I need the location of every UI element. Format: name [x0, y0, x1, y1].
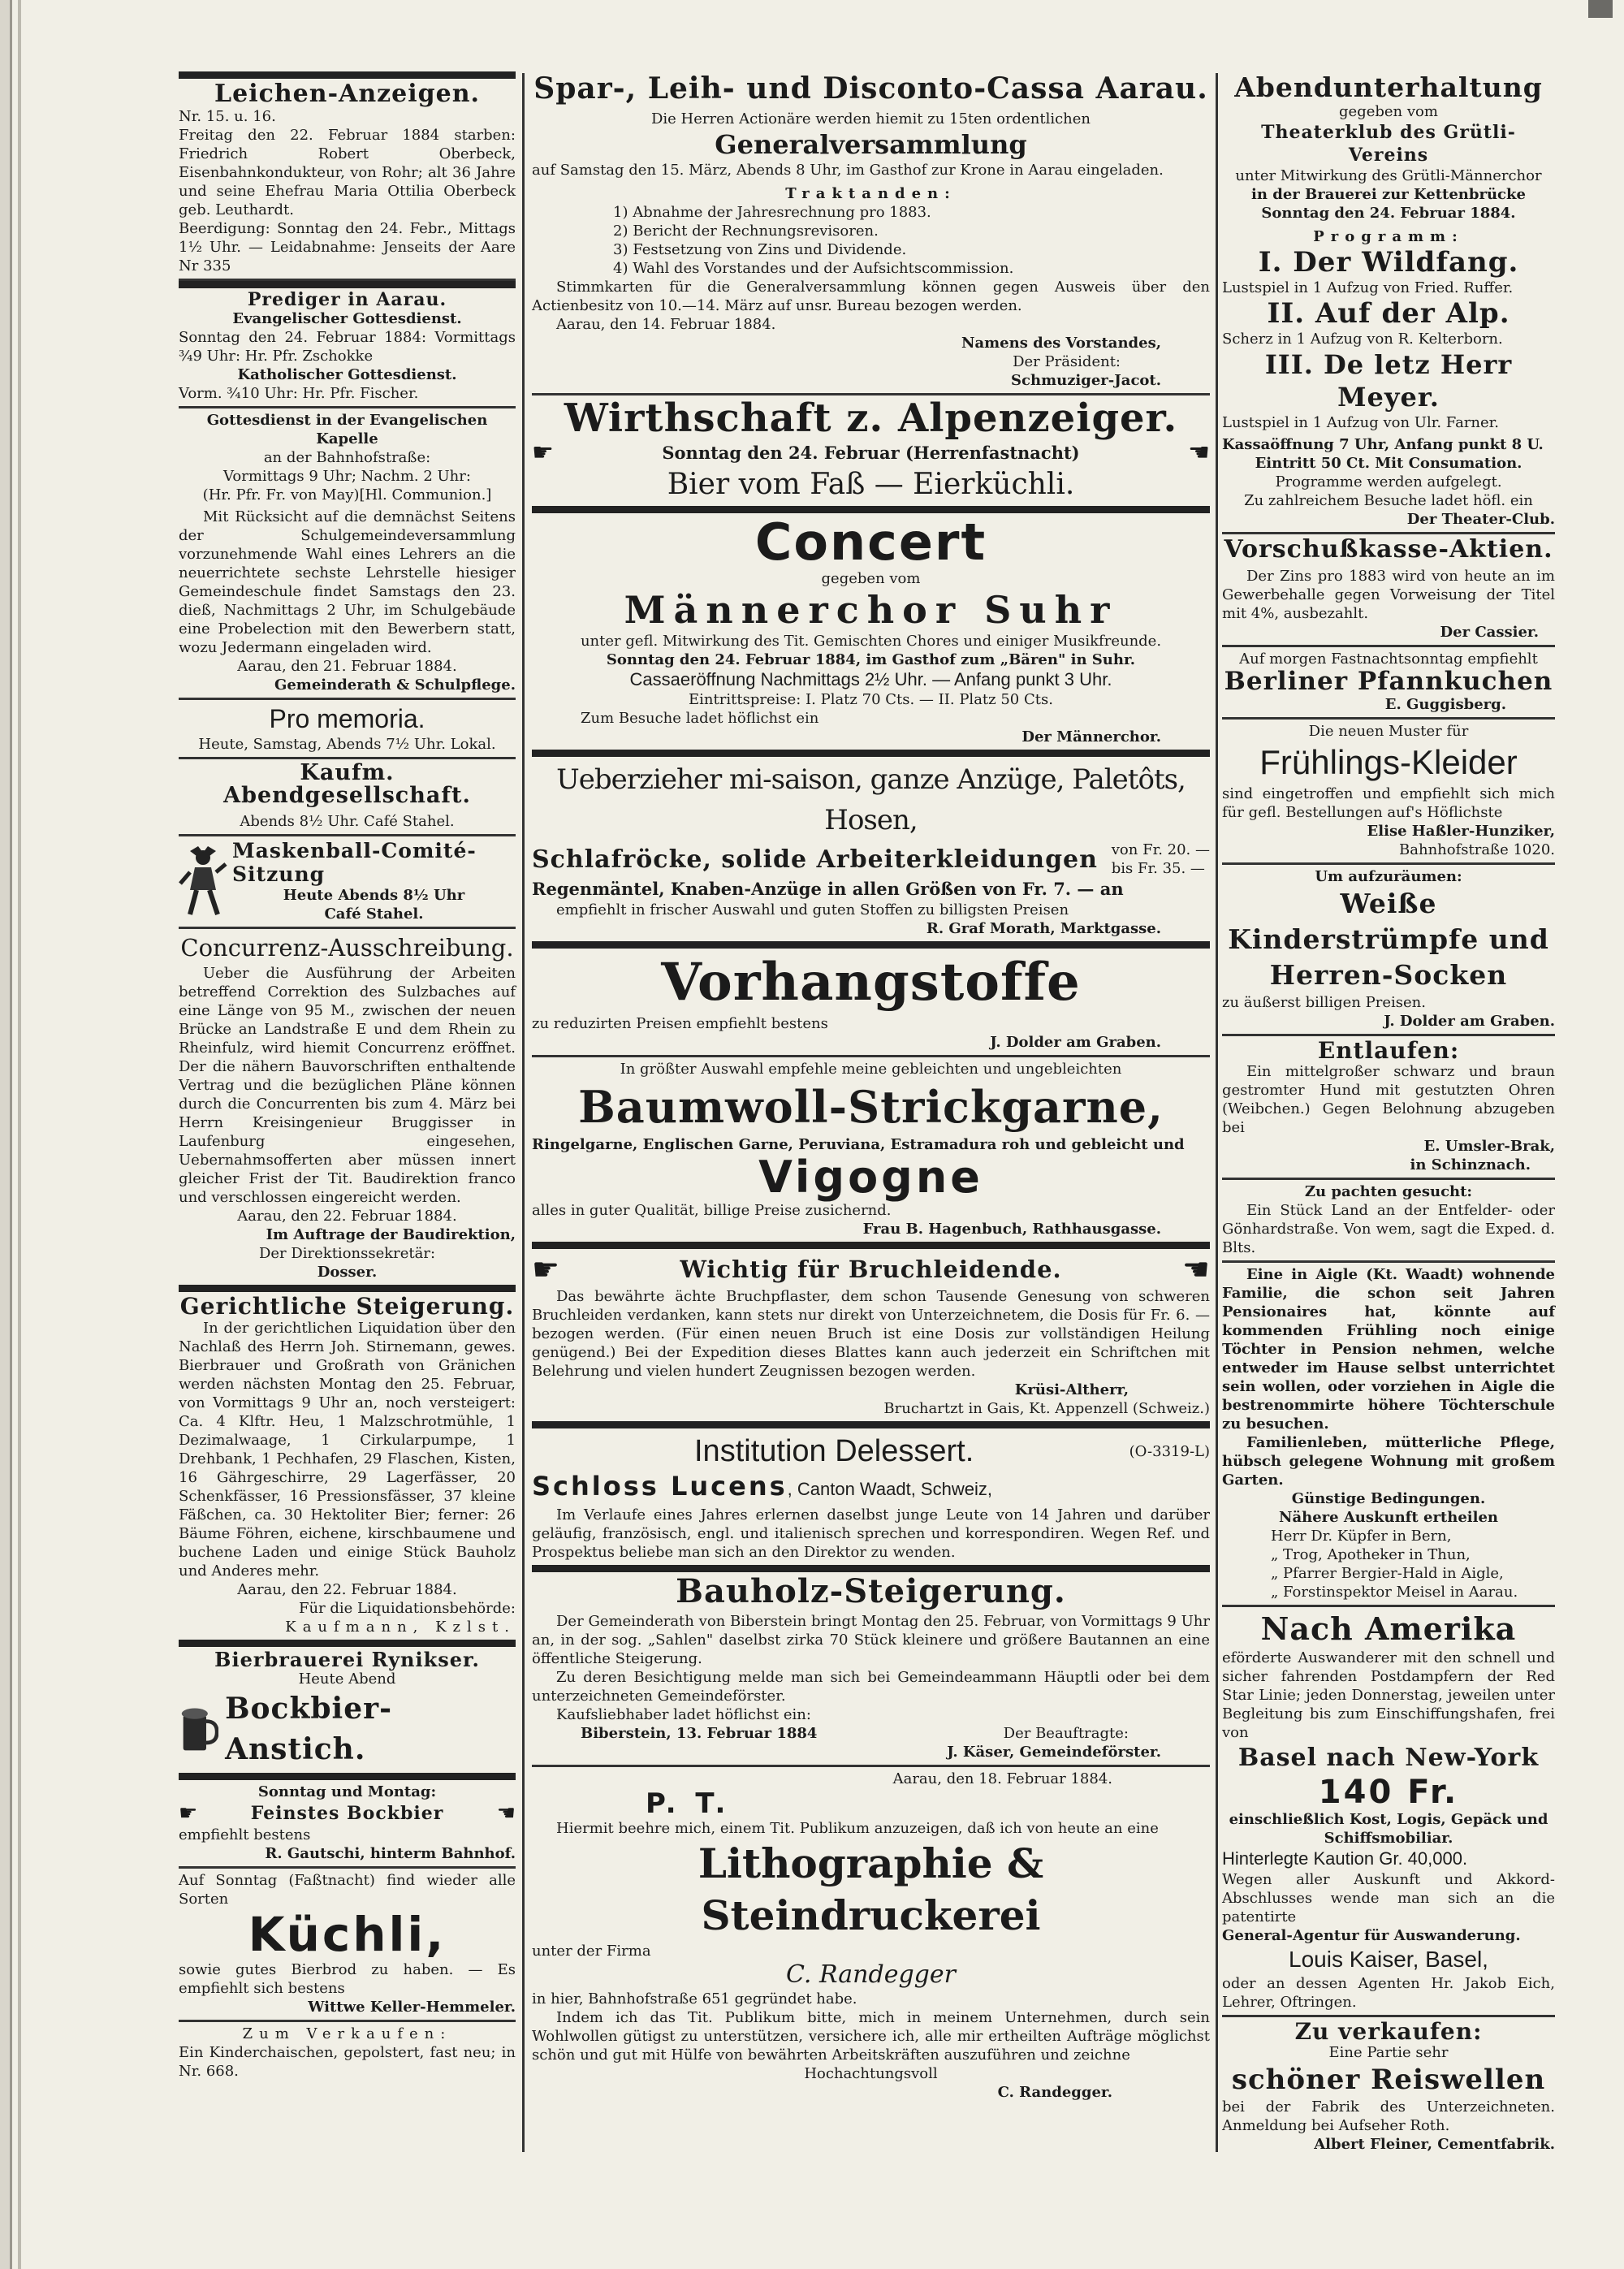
litho-hoch: Hochachtungsvoll [804, 2065, 938, 2083]
morath-line1: Ueberzieher mi-saison, ganze Anzüge, Paletôts, Hosen, [556, 763, 1186, 837]
gericht-fuer: Für die Liquidationsbehörde: [298, 1599, 516, 1617]
page-binding-shadow [18, 0, 21, 2269]
inst-text: Im Verlaufe eines Jahres erlernen daselbst junge Leute von 14 Jahren und darüber geläufig, französisch, engl. und italienisch sprechen und korrespondiren. Wegen Ref. und Prospektus beliebe man sich an den Direktor zu wenden. [532, 1506, 1210, 1562]
sonntag-bock: Feinstes Bockbier [250, 1802, 444, 1824]
amerika-text2: Wegen aller Auskunft und Akkord-Abschlusses wende man sich an die patentirte [1222, 1871, 1555, 1926]
baumwoll-text2: alles in guter Qualität, billige Preise zusichernd. [532, 1202, 892, 1220]
kapelle-sig: Gemeinderath & Schulpflege. [274, 676, 516, 694]
bauholz-title: Bauholz-Steigerung. [676, 1572, 1066, 1611]
litho-text: in hier, Bahnhofstraße 651 gegründet habe. [532, 1990, 857, 2008]
morath-price2: bis Fr. 35. — [1111, 860, 1205, 878]
abend-prog: Programm: [1313, 227, 1464, 245]
verk2-text: bei der Fabrik des Unterzeichneten. Anmeldung bei Aufseher Roth. [1222, 2098, 1555, 2135]
ad-prediger [179, 281, 516, 408]
baumwoll-intro: In größter Auswahl empfehle meine gebleichten und ungebleichten [620, 1061, 1122, 1078]
verk2-sig: Albert Fleiner, Cementfabrik. [1314, 2136, 1555, 2154]
kuechli-big: Küchli, [248, 1906, 447, 1962]
spar-title: Spar-, Leih- und Disconto-Cassa Aarau. [533, 71, 1208, 106]
aigle-ref: Herr Dr. Küpfer in Bern, [1271, 1528, 1452, 1545]
vorhang-text: zu reduzirten Preisen empfiehlt bestens [532, 1015, 828, 1033]
sonntag-title: Sonntag und Montag: [257, 1783, 437, 1800]
amerika-title: Nach Amerika [1260, 1610, 1517, 1648]
ad-verk2 [1222, 2017, 1555, 2157]
gericht-sig: Kaufmann, Kzlst. [285, 1618, 516, 1636]
fruehling-sig: Elise Haßler-Hunziker, [1367, 822, 1555, 840]
prediger-title: Prediger in Aarau. [247, 288, 447, 310]
sonntag-emp: empfiehlt bestens [179, 1826, 311, 1843]
concert-sig: Der Männerchor. [1021, 728, 1161, 746]
spar-auf: auf Samstag den 15. März, Abends 8 Uhr, im Gasthof zur Krone in Aarau eingeladen. [532, 161, 1164, 179]
kapelle-date: Aarau, den 21. Februar 1884. [237, 657, 457, 675]
baumwoll-title: Baumwoll-Strickgarne, [578, 1081, 1164, 1134]
litho-firma: unter der Firma [532, 1943, 651, 1960]
entlaufen-sig: E. Umsler-Brak, [1423, 1138, 1555, 1156]
verkaufen-title: Zum Verkaufen: [242, 2025, 452, 2042]
spar-item: 1) Abnahme der Jahresrechnung pro 1883. [613, 203, 931, 221]
morath-line3: Regenmäntel, Knaben-Anzüge in allen Größen von Fr. 7. — an [532, 879, 1124, 900]
ad-gericht [179, 1292, 516, 1646]
vorhang-title: Vorhangstoffe [661, 952, 1081, 1013]
strumpf-sig: J. Dolder am Graben. [1384, 1012, 1555, 1030]
concurrenz-text: Ueber die Ausführung der Arbeiten betreffend Correktion des Sulzbaches auf eine Länge von 95 M., zwischen der neuen Brücke an Landstraße E und dem Rhein zu Rheinfulz, wird hiemit Concurrenz eröffnet. Der die nähern Bauvorschriften enthaltende Vertrag und die bezüglichen Pläne können durch die Concurrenten bis zum 4. März bei Herrn Kreisingenieur Bruggisser in Laufenburg eingesehen, Uebernahmsofferten aber müssen innert gleicher Frist der Tit. Baudirektion franco und verschlossen eingereicht werden. [179, 965, 516, 1207]
litho-name: C. Randegger [786, 1960, 956, 1990]
gericht-date: Aarau, den 22. Februar 1884. [237, 1580, 457, 1598]
abend-zahl: Zu zahlreichem Besuche ladet höfl. ein [1244, 491, 1533, 509]
bauholz-text: Der Gemeinderath von Biberstein bringt Montag den 25. Februar, von Vormittags 9 Uhr an, in der sog. „Sahlen" daselbst zirka 70 Stück kleinere und größere Bautannen an eine öffentliche Steigerung. [532, 1613, 1210, 1668]
litho-date: Aarau, den 18. Februar 1884. [892, 1770, 1112, 1788]
column-rule-left [522, 73, 525, 2152]
morath-sig: R. Graf Morath, Marktgasse. [926, 920, 1161, 938]
ad-vorschuss [1222, 534, 1555, 648]
pointing-hand-right-icon: ☛ [179, 1800, 198, 1826]
ad-concurrenz [179, 929, 516, 1292]
ad-masken [179, 836, 516, 929]
bauholz-text2: Zu deren Besichtigung melde man sich bei Gemeindeammann Häuptli oder bei dem unterzeichneten Gemeindeförster. [532, 1669, 1210, 1705]
masken-line2: Café Stahel. [324, 905, 424, 923]
ad-bauholz [532, 1572, 1210, 1767]
baumwoll-vig: Vigogne [758, 1152, 983, 1204]
ad-fruehling [1222, 720, 1555, 865]
wirth-sonntag: Sonntag den 24. Februar (Herrenfastnacht) [662, 443, 1080, 464]
vorschuss-title: Vorschußkasse-Aktien. [1224, 534, 1553, 564]
pfann-sig: E. Guggisberg. [1384, 695, 1506, 713]
kaufm-text: Abends 8½ Uhr. Café Stahel. [240, 813, 455, 831]
aigle-ref: „ Forstinspektor Meisel in Aarau. [1271, 1584, 1518, 1601]
ad-bier [179, 1647, 516, 1780]
ad-pfann [1222, 647, 1555, 720]
vorhang-sig: J. Dolder am Graben. [990, 1034, 1161, 1052]
ad-baumwoll [532, 1057, 1210, 1249]
fruehling-intro: Die neuen Muster für [1308, 722, 1469, 740]
spar-stimm: Stimmkarten für die Generalversammlung können gegen Ausweis über den Actienbesitz von 10.—14. März auf unsr. Bureau bezogen werden. [532, 278, 1210, 314]
ad-verkaufen [179, 2022, 516, 2084]
corner-mark [1588, 0, 1613, 18]
prediger-kath-text: Vorm. ¾10 Uhr: Hr. Pfr. Fischer. [179, 384, 419, 402]
baumwoll-text: Ringelgarne, Englischen Garne, Peruviana, Estramadura roh und gebleicht und [532, 1136, 1185, 1154]
litho-sig: C. Randegger. [997, 2084, 1112, 2102]
bier-heute: Heute Abend [298, 1670, 396, 1688]
spar-items [532, 203, 1210, 278]
ad-leichen [179, 71, 516, 281]
litho-pt: P. T. [646, 1787, 731, 1821]
concurrenz-title: Concurrenz-Ausschreibung. [180, 934, 514, 962]
litho-text2: Indem ich das Tit. Publikum bitte, mich in meinem Unternehmen, durch sein Wohlwollen gütigst zu unterstützen, versichere ich, alle mir ertheilten Aufträge möglichst schön und gut mit Hülfe von bewährten Arbeitskräften auszuführen und zeichne [532, 2009, 1210, 2064]
page-binding-edge [0, 0, 12, 2269]
abend-progr: Programme werden aufgelegt. [1275, 473, 1502, 491]
fruehling-title: Frühlings-Kleider [1259, 742, 1518, 781]
abend-club: Theaterklub des Grütli-Vereins [1261, 121, 1516, 166]
pointing-hand-right-icon: ☛ [532, 1251, 560, 1288]
ad-entlaufen [1222, 1036, 1555, 1180]
amerika-incl: einschließlich Kost, Logis, Gepäck und Schiffsmobiliar. [1229, 1811, 1548, 1848]
pointing-hand-left-icon: ☚ [1181, 1251, 1210, 1288]
entlaufen-ort: in Schinznach. [1410, 1156, 1531, 1174]
column-rule-right [1216, 73, 1218, 2152]
entlaufen-title: Entlaufen: [1317, 1036, 1460, 1064]
abend-eintritt: Eintritt 50 Ct. Mit Consumation. [1255, 454, 1522, 472]
ad-aigle [1222, 1263, 1555, 1607]
ad-inst [532, 1428, 1210, 1572]
spar-intro: Die Herren Actionäre werden hiemit zu 15ten ordentlichen [650, 110, 1091, 127]
ad-wirth [532, 395, 1210, 513]
bruch-text: Das bewährte ächte Bruchpflaster, dem schon Tausende Genesung von schweren Bruchleiden verdanken, kann stets nur direkt von Unterzeichnetem, die Dosis für Fr. 6. — bezogen werden. (Für einen neuen Bruch ist eine Dosis zur vollständigen Heilung genügend.) Bei der Expedition dieses Blattes kann auch jederzeit ein Schriftchen mit Belehrung und vielen hundert Zeugnissen bezogen werden. [532, 1288, 1210, 1381]
concert-sonntag: Sonntag den 24. Februar 1884, im Gasthof zum „Bären" in Suhr. [606, 651, 1136, 669]
harlequin-icon [179, 845, 227, 918]
verkaufen-text: Ein Kinderchaischen, gepolstert, fast neu; in Nr. 668. [179, 2043, 516, 2080]
spar-item: 2) Bericht der Rechnungsrevisoren. [613, 222, 879, 240]
memoria-title: Pro memoria. [269, 703, 425, 733]
ad-vorhang [532, 949, 1210, 1057]
morath-text: empfiehlt in frischer Auswahl und guten Stoffen zu billigsten Preisen [556, 901, 1069, 919]
entlaufen-text: Ein mittelgroßer schwarz und braun gestromter Hund mit gestutzten Ohren (Weibchen.) Gegen Belohnung abzugeben bei [1222, 1063, 1555, 1137]
amerika-text: eförderte Auswanderer mit den schnell und sicher fahrenden Postdampfern der Red Star Linie; jeden Donnerstag, jeweilen unter Begleitung bis zum Einschiffungshafen, frei von [1222, 1649, 1555, 1742]
bauholz-text3: Kaufsliebhaber ladet höflichst ein: [556, 1706, 811, 1724]
amerika-basel: Basel nach New-York [1237, 1744, 1540, 1773]
kapelle-text: Mit Rücksicht auf die demnächst Seitens der Schulgemeindeversammlung vorzunehmende Wahl eines Lehrers an die neuerrichtete sechste Lehrstelle hiesiger Gemeindeschule findet Samstags den 23. dieß, Nachmittags 2 Uhr, im Schulgebäude eine Probelection mit den Bewerbern statt, wozu Jedermann eingeladen wird. [179, 508, 516, 656]
inst-schloss: Schloss Lucens [532, 1471, 788, 1502]
ad-litho [532, 1767, 1210, 2105]
ad-bruch [532, 1249, 1210, 1428]
strumpf-text: zu äußerst billigen Preisen. [1222, 993, 1426, 1011]
aigle-refs [1222, 1527, 1555, 1601]
vorschuss-text: Der Zins pro 1883 wird von heute an im Gewerbehalle gegen Vorweisung der Titel mit 4%, ausbezahlt. [1222, 568, 1555, 623]
concurrenz-date: Aarau, den 22. Februar 1884. [237, 1208, 457, 1225]
prediger-ev: Evangelischer Gottesdienst. [232, 309, 462, 327]
sonntag-sig: R. Gautschi, hinterm Bahnhof. [265, 1844, 516, 1862]
memoria-text: Heute, Samstag, Abends 7½ Uhr. Lokal. [198, 735, 496, 753]
verk2-title: Zu verkaufen: [1294, 2018, 1483, 2046]
spar-sig: Schmuziger-Jacot. [1011, 371, 1161, 389]
bauholz-beauf: Der Beauftragte: [1003, 1725, 1129, 1743]
bier-bock: Bockbier-Anstich. [225, 1691, 393, 1766]
pointing-hand-left-icon: ☚ [1188, 439, 1210, 468]
ad-morath [532, 757, 1210, 949]
inst-code: (O-3319-L) [1129, 1442, 1210, 1460]
leichen-text: Freitag den 22. Februar 1884 starben: Friedrich Robert Oberbeck, Eisenbahnkondukteur, von Rohr; alt 36 Jahre und seine Ehefrau Maria Ottilia Oberbeck geb. Leuthardt. [179, 126, 516, 218]
spar-item: 3) Festsetzung von Zins und Dividende. [613, 240, 907, 258]
kuechli-intro: Auf Sonntag (Faßtnacht) find wieder alle Sorten [179, 1871, 516, 1908]
pointing-hand-right-icon: ☛ [532, 439, 554, 468]
right-column [1222, 71, 1555, 2157]
aigle-text2: Familienleben, mütterliche Pflege, hübsch gelegene Wohnung mit großem Garten. [1222, 1434, 1555, 1489]
leichen-title: Leichen-Anzeigen. [214, 80, 480, 108]
spar-gv: Generalversammlung [715, 128, 1027, 160]
bruch-sig: Krüsi-Altherr, [1014, 1381, 1129, 1399]
abend-ort: in der Brauerei zur Kettenbrücke [1251, 185, 1526, 203]
concert-eintritt: Eintrittspreise: I. Platz 70 Cts. — II. Platz 50 Cts. [689, 691, 1053, 709]
kuechli-text: sowie gutes Bierbrod zu haben. — Es empfiehlt sich bestens [179, 1960, 516, 1997]
abend-p3: III. De letz Herr Meyer. [1264, 348, 1513, 413]
amerika-kaiser: Louis Kaiser, Basel, [1289, 1947, 1488, 1973]
ad-sonntag [179, 1780, 516, 1869]
fruehling-text: sind eingetroffen und empfiehlt sich mich für gefl. Bestellungen auf's Höflichste [1222, 784, 1555, 821]
wirth-title: Wirthschaft z. Alpenzeiger. [564, 395, 1178, 441]
pachten-text: Ein Stück Land an der Entfelder- oder Gönhardstraße. Von wem, sagt die Exped. d. Blts. [1222, 1202, 1555, 1257]
spar-trakt: Traktanden: [785, 184, 957, 202]
amerika-agenten: oder an dessen Agenten Hr. Jakob Eich, Lehrer, Oftringen. [1222, 1975, 1555, 2012]
ad-pachten [1222, 1180, 1555, 1263]
masken-line1: Heute Abends 8½ Uhr [283, 887, 465, 905]
kapelle-line2: (Hr. Pfr. Fr. von May)[Hl. Communion.] [202, 486, 492, 504]
middle-column [532, 71, 1210, 2105]
abend-mit: unter Mitwirkung des Grütli-Männerchor [1235, 166, 1542, 184]
abend-p2s: Scherz in 1 Aufzug von R. Kelterborn. [1222, 330, 1503, 348]
litho-title: Lithographie & Steindruckerei [698, 1839, 1044, 1940]
abend-p2: II. Auf der Alp. [1267, 296, 1510, 330]
masken-title: Maskenball-Comité-Sitzung [232, 839, 477, 887]
kapelle-sub: an der Bahnhofstraße: [263, 448, 431, 466]
abend-kasse: Kassaöffnung 7 Uhr, Anfang punkt 8 U. [1222, 435, 1544, 453]
concert-besuch: Zum Besuche ladet höflichst ein [581, 710, 819, 728]
abend-title: Abendunterhaltung [1234, 71, 1543, 103]
ad-spar [532, 71, 1210, 395]
aigle-ref: „ Trog, Apotheker in Thun, [1271, 1546, 1471, 1564]
aigle-text3: Günstige Bedingungen. [1291, 1490, 1486, 1508]
wirth-bier: Bier vom Faß — Eierküchli. [667, 468, 1075, 502]
left-column [179, 71, 516, 2084]
vorschuss-sig: Der Cassier. [1440, 624, 1539, 642]
ad-concert [532, 513, 1210, 757]
litho-intro: Hiermit beehre mich, einem Tit. Publikum anzuzeigen, daß ich von heute an eine [556, 1820, 1159, 1838]
bauholz-ort: Biberstein, 13. Februar 1884 [581, 1725, 818, 1743]
kapelle-title: Gottesdienst in der Evangelischen Kapelle [206, 411, 488, 447]
ad-kapelle [179, 408, 516, 700]
pachten-title: Zu pachten gesucht: [1304, 1183, 1473, 1201]
abend-date: Sonntag den 24. Februar 1884. [1261, 204, 1516, 222]
inst-canton: , Canton Waadt, Schweiz, [787, 1479, 992, 1500]
bruch-title: Wichtig für Bruchleidende. [680, 1256, 1062, 1284]
ad-memoria [179, 700, 516, 759]
concert-kasse: Cassaeröffnung Nachmittags 2½ Uhr. — Anfang punkt 3 Uhr. [629, 669, 1112, 690]
kaufm-title: Kaufm. Abendgesellschaft. [223, 759, 471, 808]
concurrenz-auftrag: Im Auftrage der Baudirektion, [266, 1226, 516, 1244]
pointing-hand-left-icon: ☚ [496, 1800, 516, 1826]
abend-p1s: Lustspiel in 1 Aufzug von Fried. Ruffer. [1222, 279, 1514, 296]
bauholz-sig: J. Käser, Gemeindeförster. [947, 1744, 1161, 1761]
leichen-beerdigung: Beerdigung: Sonntag den 24. Febr., Mittags 1½ Uhr. — Leidabnahme: Jenseits der Aare Nr 335 [179, 219, 516, 274]
spar-item: 4) Wahl des Vorstandes und der Aufsichtscommission. [613, 259, 1014, 277]
aigle-text4: Nähere Auskunft ertheilen [1278, 1509, 1499, 1527]
bier-title: Bierbrauerei Rynikser. [214, 1647, 480, 1671]
ad-abend [1222, 71, 1555, 534]
morath-price1: von Fr. 20. — [1111, 841, 1210, 859]
concert-gegeben: gegeben vom [821, 570, 921, 588]
strumpf-intro: Um aufzuräumen: [1315, 867, 1462, 885]
fruehling-addr: Bahnhofstraße 1020. [1399, 841, 1555, 858]
verk2-title2: schöner Reiswellen [1231, 2064, 1546, 2097]
gericht-text: In der gerichtlichen Liquidation über den Nachlaß des Herrn Joh. Stirnemann, gewes. Bierbrauer und Großrath von Gränichen werden nächsten Montag den 25. Februar, von Vormittags 9 Uhr an, noch versteigert: Ca. 4 Klftr. Heu, 1 Malzschrotmühle, 1 Dezimalwaage, 1 Cirkularpumpe, 1 Drehbank, 1 Pechhafen, 29 Flaschen, Kisten, 16 Gährgeschirre, 29 Lagerfässer, 20 Schenkfässer, 16 Pressionsfässer, 37 kleine Fäßchen, ca. 30 Hektoliter Bier; ferner: 26 Bäume Föhren, eichene, kirschbaumene und buchene Laden und einige Stück Bauholz und Anderes mehr. [179, 1319, 516, 1580]
concert-title: Concert [754, 512, 987, 573]
concurrenz-sig: Dosser. [317, 1264, 378, 1281]
ad-kuechli [179, 1869, 516, 2022]
concert-text: unter gefl. Mitwirkung des Tit. Gemischten Chores und einiger Musikfreunde. [580, 633, 1162, 650]
pfann-title: Berliner Pfannkuchen [1224, 667, 1553, 697]
morath-line2: Schlafröcke, solide Arbeiterkleidungen [532, 845, 1098, 874]
ad-strumpf [1222, 865, 1555, 1036]
ad-kaufm [179, 759, 516, 837]
verk2-intro: Eine Partie sehr [1328, 2044, 1449, 2062]
prediger-ev-text: Sonntag den 24. Februar 1884: Vormittags ¾9 Uhr: Hr. Pfr. Zschokke [179, 328, 516, 365]
inst-title: Institution Delessert. [694, 1434, 974, 1469]
amerika-kaution: Hinterlegte Kaution Gr. 40,000. [1222, 1848, 1468, 1869]
spar-date: Aarau, den 14. Februar 1884. [556, 315, 776, 333]
gericht-title: Gerichtliche Steigerung. [179, 1293, 515, 1320]
concurrenz-sekr: Der Direktionssekretär: [258, 1245, 436, 1263]
abend-p1: I. Der Wildfang. [1258, 245, 1519, 279]
concert-chor: Männerchor Suhr [624, 588, 1118, 633]
spar-namens: Namens des Vorstandes, [961, 334, 1161, 352]
bruch-ort: Bruchartzt in Gais, Kt. Appenzell (Schweiz.) [883, 1400, 1210, 1418]
amerika-price: 140 Fr. [1318, 1774, 1459, 1812]
beer-mug-icon [179, 1703, 218, 1755]
aigle-ref: „ Pfarrer Bergier-Hald in Aigle, [1271, 1565, 1504, 1583]
abend-gegeben: gegeben vom [1339, 102, 1438, 120]
aigle-text: Eine in Aigle (Kt. Waadt) wohnende Familie, die schon seit Jahren Pensionaires hat, könnte auf kommenden Frühling noch einige Töchter in Pension nehmen, welche entweder im Hause selbst unterrichtet sein wollen, oder vorziehen in Aigle die bestrenommirte höhere Töchterschule zu besuchen. [1222, 1266, 1555, 1433]
leichen-nr: Nr. 15. u. 16. [179, 107, 276, 125]
kapelle-line1: Vormittags 9 Uhr; Nachm. 2 Uhr: [223, 467, 471, 485]
pfann-intro: Auf morgen Fastnachtsonntag empfiehlt [1239, 650, 1538, 668]
baumwoll-sig: Frau B. Hagenbuch, Rathhausgasse. [862, 1221, 1161, 1238]
prediger-kath: Katholischer Gottesdienst. [237, 365, 457, 383]
abend-p3s: Lustspiel in 1 Aufzug von Ulr. Farner. [1222, 413, 1499, 431]
strumpf-title: Weiße Kinderstrümpfe und Herren-Socken [1228, 887, 1549, 991]
kuechli-sig: Wittwe Keller-Hemmeler. [308, 1998, 516, 2016]
ad-amerika [1222, 1607, 1555, 2017]
abend-sig: Der Theater-Club. [1406, 510, 1555, 528]
spar-praes: Der Präsident: [1013, 352, 1121, 370]
amerika-agentur: General-Agentur für Auswanderung. [1222, 1927, 1521, 1945]
